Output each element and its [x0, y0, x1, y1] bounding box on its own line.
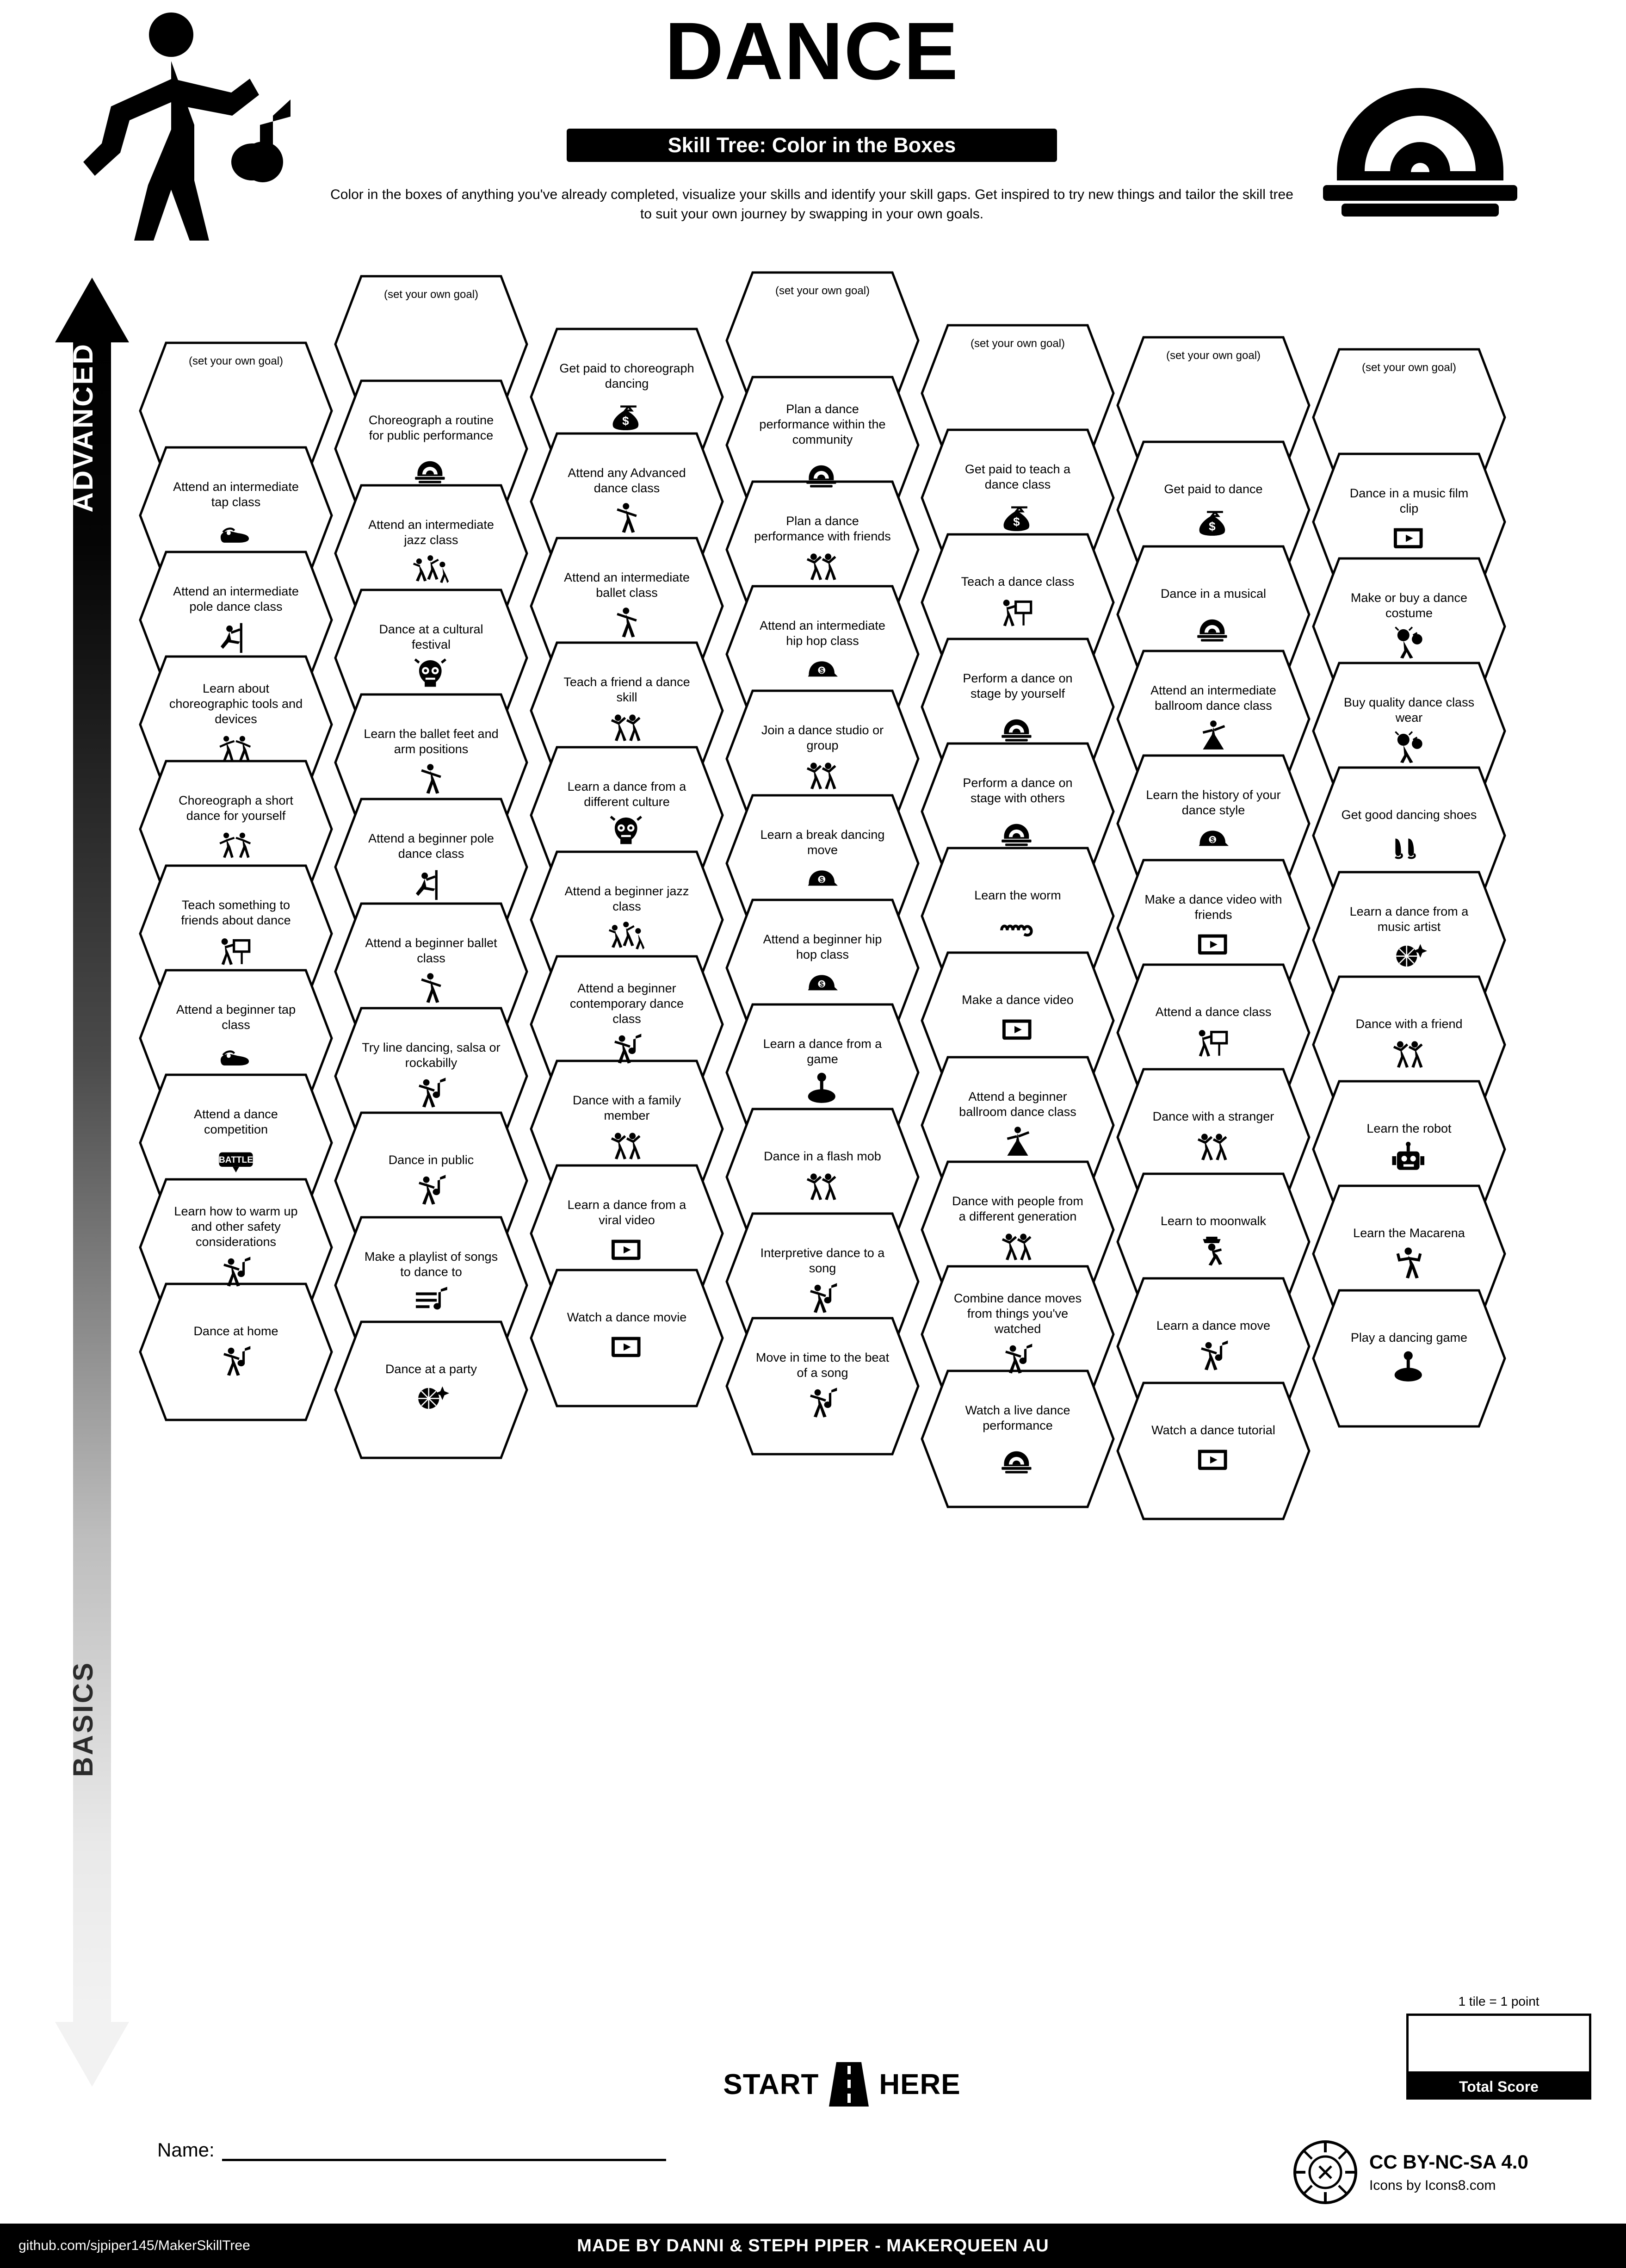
tile-content — [753, 618, 892, 690]
video-icon — [1195, 1443, 1232, 1480]
tile-label: Learn to moonwalk — [1160, 1214, 1267, 1228]
tile-label: Make a dance video with friends — [1144, 892, 1282, 922]
tile-content — [557, 675, 696, 747]
tile-content — [557, 779, 696, 851]
tile-content — [948, 1089, 1087, 1161]
robot-icon — [1391, 1141, 1428, 1178]
tile-label: Plan a dance performance with friends — [754, 514, 891, 543]
teaching-icon — [999, 594, 1036, 631]
two-dancers-icon — [804, 758, 841, 795]
tile-label: Play a dancing game — [1350, 1330, 1468, 1345]
page-header — [0, 0, 1626, 259]
license-name: CC BY-NC-SA 4.0 — [1369, 2151, 1528, 2173]
stage-arch-icon — [413, 448, 450, 485]
teaching-icon — [1195, 1024, 1232, 1061]
tile-content — [1144, 1318, 1283, 1375]
skill-tile[interactable] — [334, 1320, 528, 1459]
tile-content — [167, 898, 305, 970]
video-icon — [1391, 521, 1428, 558]
axis-label-basics: BASICS — [68, 1661, 99, 1777]
tile-label: Interpretive dance to a song — [760, 1246, 885, 1275]
axis-label-advanced: ADVANCED — [68, 342, 99, 513]
tile-label: Dance in public — [388, 1153, 474, 1167]
tile-content — [557, 1093, 696, 1165]
tile-label: Attend a beginner ballroom dance class — [959, 1090, 1076, 1119]
tile-content — [557, 1310, 696, 1367]
stage-arch-logo-icon — [1305, 19, 1536, 222]
tile-content — [948, 775, 1087, 848]
icon-credit: Icons by Icons8.com — [1369, 2178, 1496, 2193]
tile-label: Learn a dance from a music artist — [1349, 905, 1469, 934]
joystick-icon — [1391, 1350, 1428, 1387]
tile-content — [362, 831, 501, 903]
score-panel — [1406, 1994, 1591, 2100]
tile-label: Learn the history of your dance style — [1146, 788, 1281, 817]
tile-content — [1144, 683, 1283, 755]
dancer-music-icon — [608, 1031, 645, 1068]
tile-label: Watch a live dance performance — [965, 1403, 1070, 1432]
two-dancers-icon — [999, 1229, 1036, 1266]
disco-ball-icon — [413, 1382, 450, 1419]
tile-label: Dance with a stranger — [1152, 1109, 1274, 1123]
joystick-icon — [804, 1072, 841, 1109]
cap-icon — [804, 967, 841, 1004]
cap-icon — [1195, 823, 1232, 860]
tile-content — [1340, 590, 1478, 663]
tile-content — [362, 1153, 501, 1209]
tile-content — [362, 1040, 501, 1112]
ballet-icon — [608, 501, 645, 538]
license-block — [1291, 2138, 1614, 2207]
tile-content — [557, 361, 696, 433]
tile-label: Attend an intermediate ballet class — [564, 570, 690, 600]
tile-label: Buy quality dance class wear — [1343, 695, 1475, 725]
lion-dance-icon — [608, 814, 645, 851]
tile-content — [753, 827, 892, 899]
pole-dancer-icon — [413, 866, 450, 903]
tile-label: Learn a break dancing move — [760, 828, 885, 857]
disco-ball-icon — [1391, 939, 1428, 976]
tile-label: Dance in a music film clip — [1349, 486, 1469, 515]
tile-content — [557, 570, 696, 642]
svg-text:$: $ — [1210, 836, 1215, 844]
tile-label: Learn the robot — [1366, 1121, 1452, 1135]
tile-label: (set your own goal) — [970, 337, 1065, 350]
name-field-row — [157, 2138, 666, 2161]
score-label: Total Score — [1406, 2074, 1591, 2100]
tile-content — [948, 671, 1087, 743]
tile-label: Try line dancing, salsa or rockabilly — [362, 1041, 501, 1070]
tile-content — [167, 793, 305, 865]
two-dancers-icon — [804, 1169, 841, 1206]
tile-content — [948, 888, 1087, 945]
battle-icon — [217, 1142, 254, 1179]
tile-content — [1340, 1016, 1478, 1073]
axis-arrow-down-icon — [55, 2022, 129, 2087]
page-intro: Color in the boxes of anything you've already completed, visualize your skills and identify your skill gaps. Get inspired to try new things and tailor the skill tree to suit your own journey by swapping in your own goals. — [330, 187, 1293, 222]
tile-label: Dance with people from a different generation — [952, 1194, 1083, 1223]
tile-label: Join a dance studio or group — [761, 723, 884, 752]
tile-content — [753, 1149, 892, 1206]
tile-content — [362, 517, 501, 589]
dancer-music-icon — [999, 1341, 1036, 1378]
tile-label: Dance at a cultural festival — [379, 622, 483, 651]
tile-content — [557, 465, 696, 538]
skill-tile[interactable] — [1116, 336, 1311, 475]
tile-content — [362, 622, 501, 694]
two-dancers-icon — [1391, 1036, 1428, 1073]
tile-label: Attend a beginner ballet class — [365, 936, 497, 965]
tile-label: Choreograph a short dance for yourself — [179, 793, 293, 823]
dancer-music-icon — [1195, 1338, 1232, 1375]
tile-label: Attend a beginner contemporary dance class — [569, 981, 684, 1026]
tile-label: Learn a dance from a viral video — [567, 1198, 686, 1227]
tile-content — [1340, 904, 1478, 976]
axis-gradient-bar — [73, 338, 111, 2050]
tile-content — [948, 1403, 1087, 1475]
ballroom-icon — [999, 1124, 1036, 1161]
score-note: 1 tile = 1 point — [1458, 1994, 1539, 2008]
tile-content — [362, 726, 501, 799]
svg-text:$: $ — [819, 667, 824, 675]
tile-content — [167, 1107, 305, 1179]
two-dancers-icon — [804, 549, 841, 586]
tile-label: Attend a beginner hip hop class — [763, 932, 882, 961]
macarena-icon — [1391, 1246, 1428, 1283]
tile-content — [362, 275, 501, 414]
skill-tile[interactable] — [530, 1269, 724, 1407]
dancer-music-icon — [413, 1172, 450, 1209]
dancer-music-icon — [804, 1385, 841, 1422]
skill-tile[interactable] — [1116, 1382, 1311, 1520]
money-bag-icon — [1195, 502, 1232, 539]
tile-content — [948, 992, 1087, 1049]
tile-label: Get paid to teach a dance class — [964, 462, 1071, 491]
road-icon — [829, 2062, 869, 2107]
moonwalk-icon — [1195, 1233, 1232, 1270]
tile-label: Dance at a party — [385, 1362, 477, 1376]
tile-label: Dance with a family member — [572, 1093, 681, 1122]
tile-content — [753, 514, 892, 586]
tile-content — [1144, 586, 1283, 643]
tile-label: Learn how to warm up and other safety considerations — [174, 1204, 298, 1249]
tile-label: Learn about choreographic tools and devices — [169, 681, 303, 726]
tile-content — [948, 324, 1087, 463]
tile-label: Attend any Advanced dance class — [568, 466, 686, 495]
dancer-music-icon — [413, 1075, 450, 1112]
tile-content — [948, 462, 1087, 534]
tile-content — [557, 981, 696, 1068]
tile-label: (set your own goal) — [1166, 349, 1261, 362]
dancers-pair-icon — [217, 828, 254, 865]
tile-label: Dance with a friend — [1355, 1016, 1463, 1031]
tile-label: (set your own goal) — [188, 355, 284, 367]
skill-tile[interactable] — [725, 271, 920, 410]
money-bag-icon — [608, 396, 645, 433]
skill-tile[interactable] — [921, 324, 1115, 463]
pompom-icon — [1391, 730, 1428, 767]
tile-content — [1144, 336, 1283, 475]
tile-content — [1144, 1423, 1283, 1480]
tile-label: Attend an intermediate tap class — [173, 480, 299, 509]
tile-label: Watch a dance movie — [567, 1310, 687, 1324]
tile-label: Attend an intermediate pole dance class — [173, 584, 299, 613]
tile-label: Get paid to choreograph dancing — [559, 361, 694, 390]
pole-dancer-icon — [217, 619, 254, 656]
jazz-group-icon — [413, 552, 450, 589]
skill-tile[interactable] — [1312, 348, 1506, 487]
tile-label: Learn a dance from a different culture — [567, 780, 686, 809]
teaching-icon — [217, 933, 254, 970]
skill-tile[interactable] — [139, 1283, 333, 1421]
video-icon — [1195, 927, 1232, 964]
tile-label: Attend a beginner tap class — [176, 1003, 296, 1032]
axis-arrow-up-icon — [55, 278, 129, 342]
dancer-music-icon — [804, 1281, 841, 1318]
svg-text:$: $ — [622, 414, 629, 428]
tile-content — [753, 402, 892, 489]
tile-content — [1340, 807, 1478, 864]
tile-label: Learn the ballet feet and arm positions — [364, 727, 499, 756]
stage-arch-icon — [999, 1438, 1036, 1475]
footer-credit: MADE BY DANNI & STEPH PIPER - MAKERQUEEN AU — [577, 2236, 1049, 2256]
tile-label: Teach a friend a dance skill — [563, 675, 690, 704]
here-label: HERE — [879, 2068, 961, 2101]
page-title: DANCE — [665, 6, 959, 97]
video-icon — [608, 1233, 645, 1270]
page-subtitle: Skill Tree: Color in the Boxes — [567, 129, 1057, 162]
skill-tile[interactable] — [725, 1317, 920, 1456]
tile-label: Learn a dance move — [1156, 1318, 1271, 1332]
tile-label: Dance at home — [193, 1324, 278, 1338]
dancers-pair-icon — [217, 731, 254, 768]
tile-label: Attend a beginner pole dance class — [368, 831, 494, 861]
start-label: START — [723, 2068, 819, 2101]
tile-label: Attend a beginner jazz class — [564, 884, 689, 913]
tile-label: Learn the worm — [974, 888, 1061, 902]
tile-label: Teach a dance class — [961, 574, 1075, 589]
tile-content — [753, 932, 892, 1004]
playlist-icon — [413, 1284, 450, 1321]
worm-icon — [999, 908, 1036, 945]
tile-label: Get good dancing shoes — [1341, 807, 1477, 822]
name-input[interactable] — [222, 2138, 666, 2161]
tile-content — [948, 1194, 1087, 1266]
tile-content — [1144, 1004, 1283, 1061]
video-icon — [608, 1330, 645, 1367]
score-input-box[interactable] — [1406, 2014, 1591, 2074]
tile-content — [167, 584, 305, 656]
tile-content — [1340, 695, 1478, 767]
dancer-logo-icon — [56, 9, 315, 250]
tile-content — [1340, 1226, 1478, 1283]
tile-content — [1144, 1109, 1283, 1166]
svg-text:$: $ — [1013, 514, 1020, 529]
tile-label: Learn the Macarena — [1353, 1226, 1465, 1240]
ballet-icon — [413, 971, 450, 1008]
jazz-group-icon — [608, 919, 645, 956]
tile-content — [167, 341, 305, 480]
tile-content — [1144, 1214, 1283, 1270]
tile-label: Plan a dance performance within the community — [759, 402, 886, 446]
skill-tile[interactable] — [139, 341, 333, 480]
tile-label: Get paid to dance — [1164, 482, 1263, 496]
difficulty-axis — [46, 278, 139, 2101]
tile-content — [362, 936, 501, 1008]
tile-label: Learn a dance from a game — [763, 1037, 882, 1066]
svg-text:$: $ — [819, 876, 824, 884]
pompom-icon — [1391, 626, 1428, 663]
tile-content — [362, 413, 501, 485]
tile-label: Attend an intermediate jazz class — [368, 518, 494, 547]
cap-icon — [804, 653, 841, 690]
stage-arch-icon — [1195, 606, 1232, 643]
tile-label: Move in time to the beat of a song — [755, 1351, 890, 1380]
dancer-music-icon — [217, 1254, 254, 1291]
cap-icon — [804, 862, 841, 899]
video-icon — [999, 1012, 1036, 1049]
lion-dance-icon — [413, 657, 450, 694]
tile-label: Watch a dance tutorial — [1151, 1423, 1275, 1437]
tile-content — [948, 574, 1087, 631]
ballet-icon — [413, 762, 450, 799]
footer-link[interactable]: github.com/sjpiper145/MakerSkillTree — [19, 2238, 250, 2253]
tile-content — [753, 1350, 892, 1422]
stage-arch-icon — [999, 706, 1036, 743]
tile-content — [557, 1197, 696, 1270]
tile-content — [167, 1324, 305, 1381]
two-dancers-icon — [608, 1128, 645, 1165]
tile-label: Attend a dance class — [1155, 1004, 1272, 1019]
tile-content — [1340, 348, 1478, 487]
tile-content — [557, 884, 696, 956]
tap-shoe-icon — [217, 514, 254, 552]
creative-commons-icon — [1291, 2138, 1360, 2207]
tile-content — [167, 681, 305, 768]
tile-content — [167, 1204, 305, 1291]
tile-label: Combine dance moves from things you've watched — [953, 1291, 1082, 1336]
skill-tile[interactable] — [921, 1369, 1115, 1508]
tile-label: (set your own goal) — [1361, 361, 1457, 374]
tile-label: Teach something to friends about dance — [181, 898, 291, 927]
shoes-icon — [1391, 827, 1428, 864]
page-footer — [0, 2224, 1626, 2268]
tile-content — [1340, 486, 1478, 558]
dancer-music-icon — [217, 1344, 254, 1381]
two-dancers-icon — [608, 710, 645, 747]
two-dancers-icon — [1195, 1129, 1232, 1166]
tile-label: (set your own goal) — [383, 288, 479, 301]
tile-label: Make a dance video — [962, 992, 1074, 1007]
tile-content — [753, 1036, 892, 1109]
tile-label: Choreograph a routine for public performance — [368, 413, 494, 442]
stage-arch-icon — [999, 811, 1036, 848]
svg-text:$: $ — [819, 980, 824, 989]
tile-label: Attend a dance competition — [194, 1107, 278, 1136]
tile-content — [167, 1002, 305, 1074]
ballet-icon — [608, 605, 645, 642]
tile-label: Attend an intermediate ballroom dance class — [1150, 683, 1276, 713]
tile-content — [1144, 787, 1283, 860]
tile-content — [1340, 1330, 1478, 1387]
tile-label: Perform a dance on stage with others — [963, 776, 1073, 805]
tile-label: Make a playlist of songs to dance to — [364, 1250, 498, 1279]
tile-content — [753, 1246, 892, 1318]
tile-content — [1144, 892, 1283, 964]
tile-label: Attend an intermediate hip hop class — [760, 619, 885, 648]
tile-content — [167, 479, 305, 552]
svg-text:BATTLE: BATTLE — [218, 1155, 253, 1165]
name-label: Name: — [157, 2139, 215, 2161]
tile-content — [362, 1249, 501, 1321]
tile-content — [362, 1362, 501, 1419]
stage-arch-icon — [804, 452, 841, 489]
tile-label: Perform a dance on stage by yourself — [963, 671, 1073, 700]
tile-label: Dance in a musical — [1160, 586, 1267, 601]
skill-tile[interactable] — [334, 275, 528, 414]
tile-content — [948, 1291, 1087, 1378]
tile-content — [753, 723, 892, 795]
money-bag-icon — [999, 497, 1036, 534]
svg-text:$: $ — [1209, 519, 1216, 533]
start-here-marker — [666, 2059, 1018, 2110]
tile-label: Make or buy a dance costume — [1350, 591, 1468, 620]
skill-tile[interactable] — [1312, 1289, 1506, 1428]
ballroom-icon — [1195, 718, 1232, 755]
tile-content — [753, 271, 892, 410]
tile-label: (set your own goal) — [775, 285, 870, 297]
tap-shoe-icon — [217, 1037, 254, 1074]
tile-content — [1340, 1121, 1478, 1178]
tile-content — [1144, 482, 1283, 539]
tile-label: Dance in a flash mob — [764, 1149, 881, 1163]
